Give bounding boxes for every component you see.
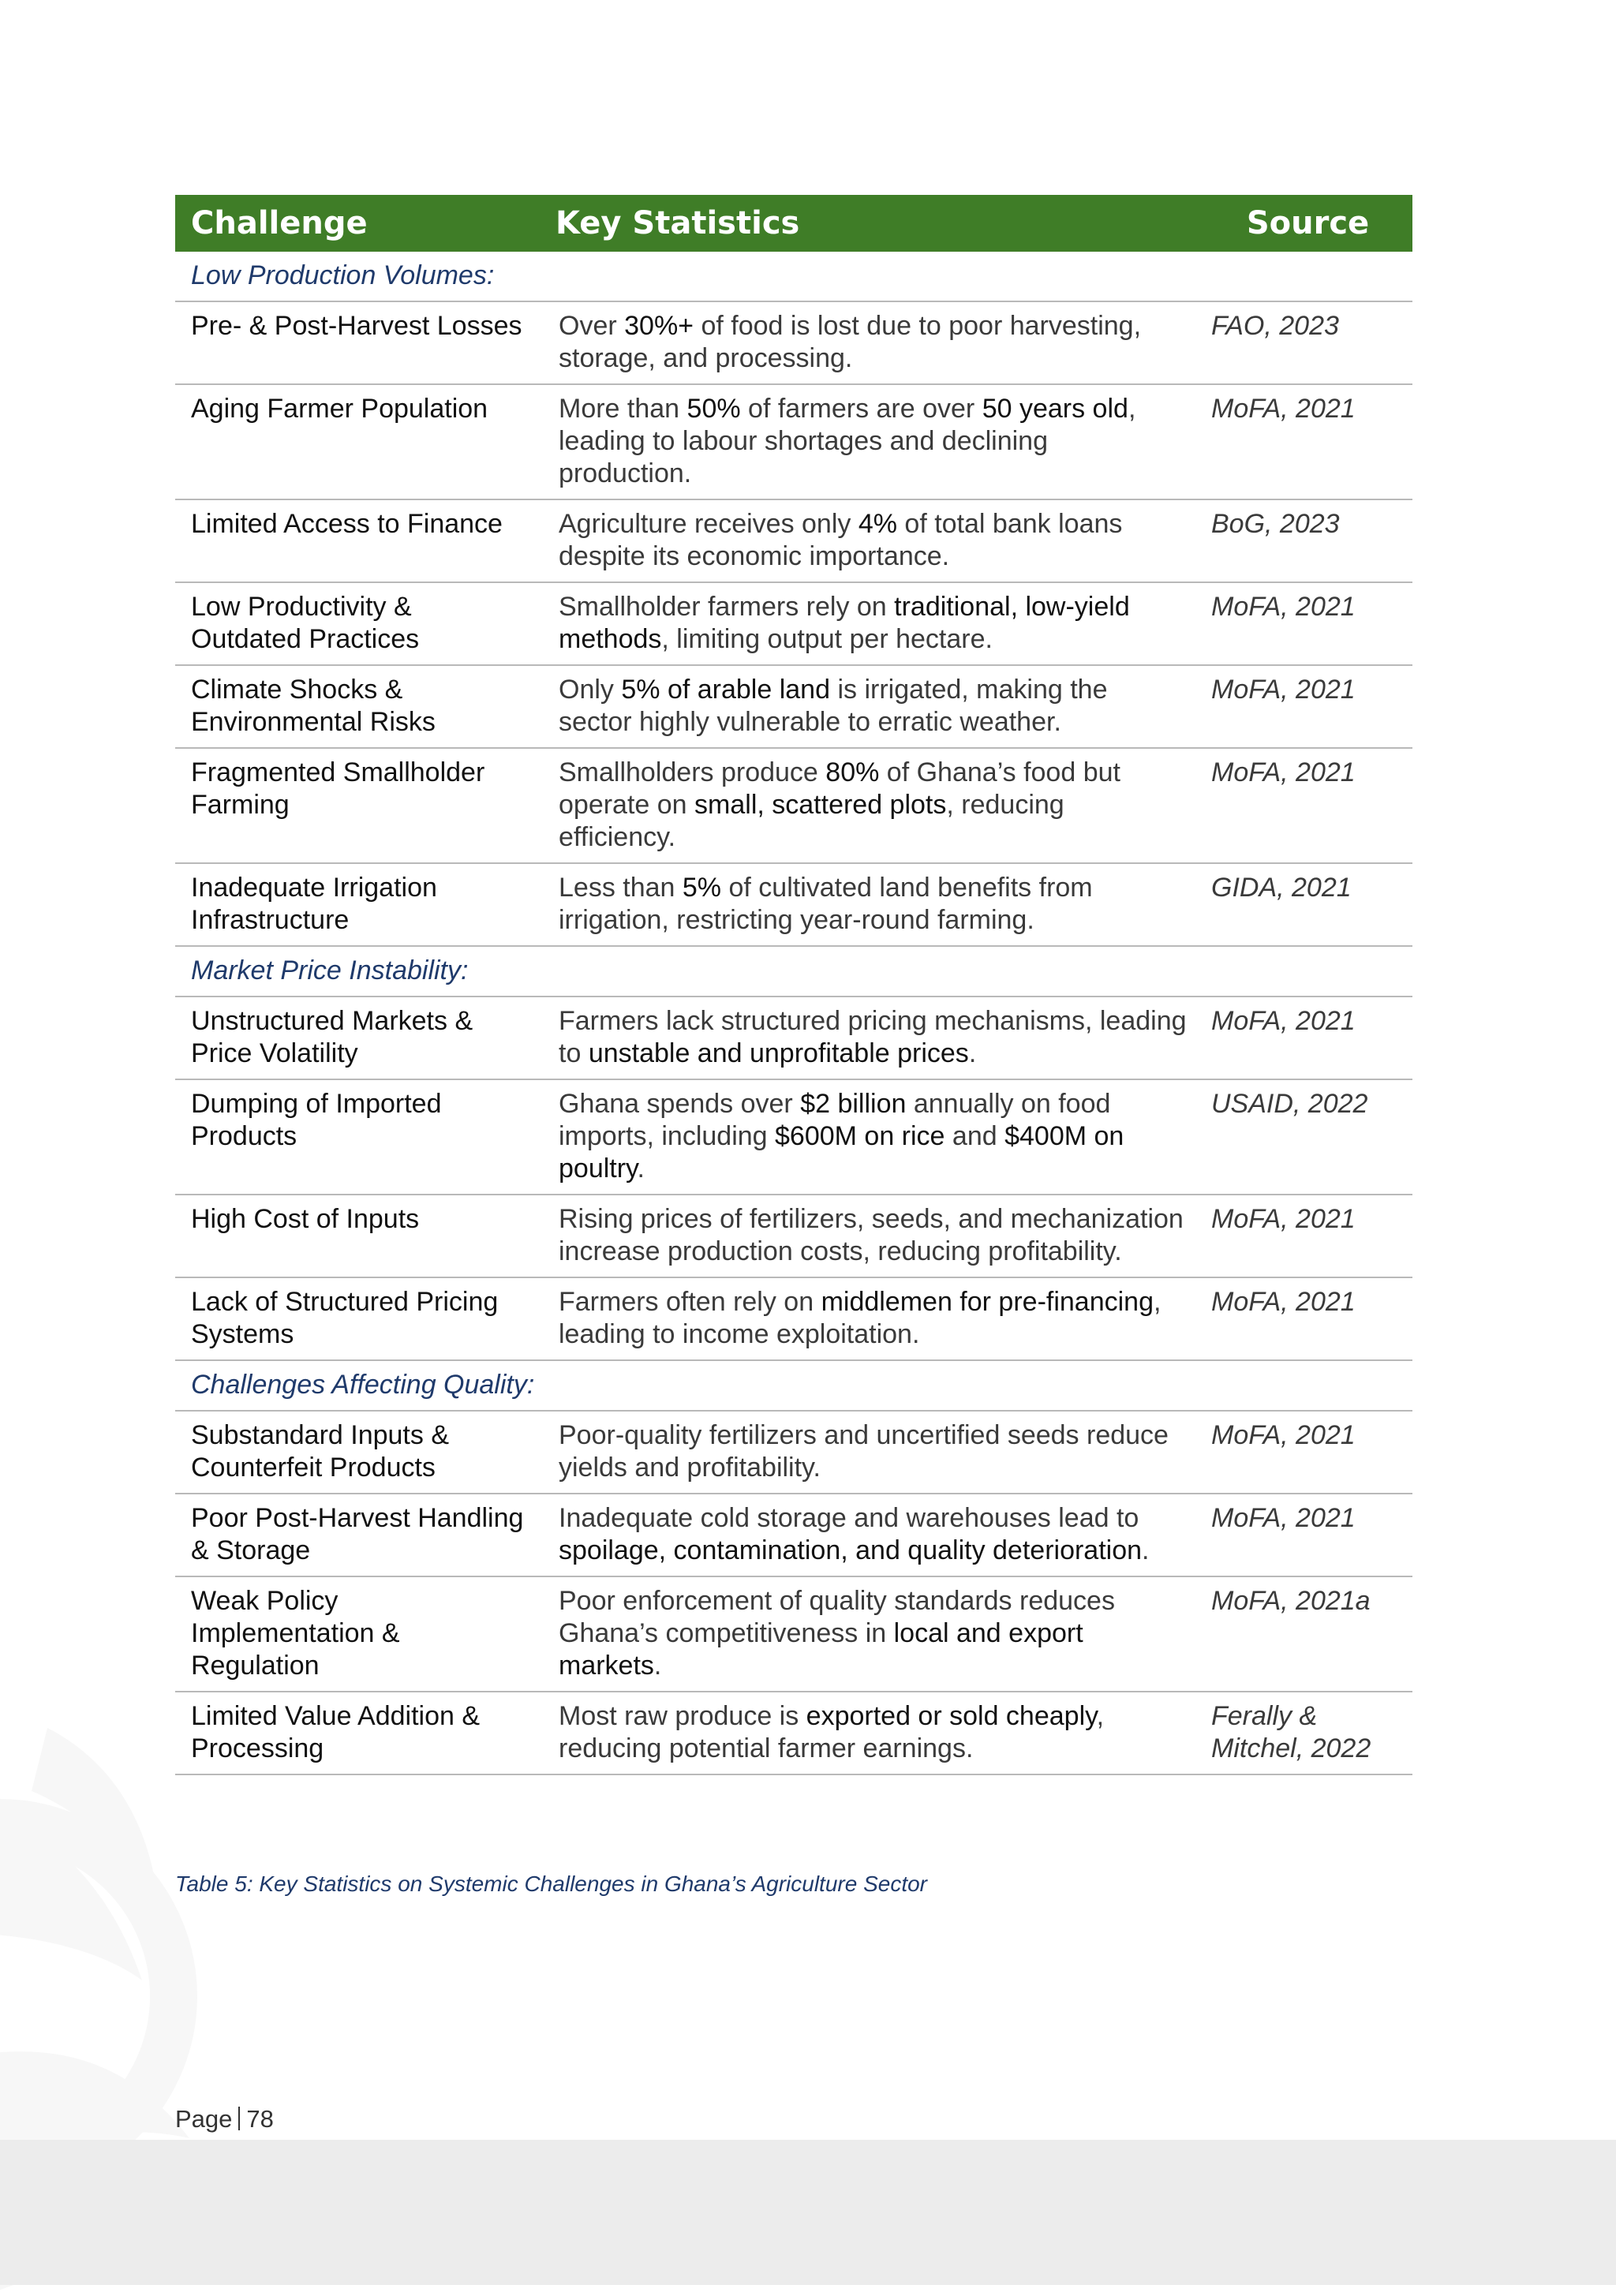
statistic-text: . xyxy=(637,1154,645,1184)
table-row xyxy=(175,582,1412,665)
statistic-highlight: 50 years old xyxy=(982,394,1128,424)
table-row xyxy=(175,384,1412,499)
section-row xyxy=(175,946,1412,997)
table-header-row xyxy=(175,195,1412,252)
source-cell: GIDA, 2021 xyxy=(1203,863,1412,946)
statistic-text: Over xyxy=(559,311,625,341)
statistic-text: Poor-quality fertilizers and uncertified seeds reduce yields and profitability. xyxy=(559,1420,1169,1483)
statistic-text: , leading to income exploitation. xyxy=(559,1287,1162,1349)
statistic-highlight: local and export markets xyxy=(559,1618,1083,1681)
statistic-cell xyxy=(540,301,1203,384)
header-key-statistics: Key Statistics xyxy=(540,195,1203,252)
challenge-cell: Aging Farmer Population xyxy=(175,384,540,499)
header-challenge: Challenge xyxy=(175,195,540,252)
source-cell: MoFA, 2021 xyxy=(1203,582,1412,665)
table-row xyxy=(175,997,1412,1079)
table-body xyxy=(175,252,1412,1774)
statistic-cell xyxy=(540,1494,1203,1576)
statistic-cell xyxy=(540,1692,1203,1774)
statistic-text: . xyxy=(968,1038,977,1068)
statistic-text: , reducing efficiency. xyxy=(559,790,1064,852)
source-cell: MoFA, 2021 xyxy=(1203,997,1412,1079)
challenge-cell: Climate Shocks & Environmental Risks xyxy=(175,665,540,748)
statistic-text: Farmers lack structured pricing mechanisms, leading to xyxy=(559,1006,1187,1068)
challenge-cell: Inadequate Irrigation Infrastructure xyxy=(175,863,540,946)
statistic-highlight: 30%+ xyxy=(624,311,694,341)
section-row xyxy=(175,1360,1412,1411)
statistic-highlight: 5% of arable land xyxy=(621,675,830,705)
statistic-text: of Ghana’s food but operate on xyxy=(559,757,1120,820)
statistic-highlight: small, scattered plots xyxy=(694,790,947,820)
section-heading: Challenges Affecting Quality: xyxy=(175,1360,1412,1411)
challenge-cell: Poor Post-Harvest Handling & Storage xyxy=(175,1494,540,1576)
statistic-highlight: middlemen for pre-financing xyxy=(821,1287,1154,1317)
statistic-text: of total bank loans despite its economic importance. xyxy=(559,509,1123,571)
source-cell: Ferally & Mitchel, 2022 xyxy=(1203,1692,1412,1774)
source-cell: MoFA, 2021 xyxy=(1203,1411,1412,1494)
table-row xyxy=(175,499,1412,582)
source-cell: MoFA, 2021 xyxy=(1203,665,1412,748)
statistic-text: Poor enforcement of quality standards reduces Ghana’s competitiveness in xyxy=(559,1586,1115,1648)
challenge-cell: Low Productivity & Outdated Practices xyxy=(175,582,540,665)
table-row xyxy=(175,1692,1412,1774)
source-cell: FAO, 2023 xyxy=(1203,301,1412,384)
table-row xyxy=(175,1494,1412,1576)
statistic-text: More than xyxy=(559,394,687,424)
table-row xyxy=(175,1079,1412,1195)
statistic-cell xyxy=(540,1079,1203,1195)
statistic-text: Smallholders produce xyxy=(559,757,826,787)
table-row xyxy=(175,1195,1412,1277)
section-row xyxy=(175,252,1412,301)
statistic-text: Rising prices of fertilizers, seeds, and mechanization increase production costs, reducing profitability. xyxy=(559,1204,1184,1266)
statistic-text: and xyxy=(945,1121,1005,1151)
challenge-cell: Limited Value Addition & Processing xyxy=(175,1692,540,1774)
statistic-highlight: traditional, low-yield methods xyxy=(559,592,1130,654)
statistic-highlight: $600M on rice xyxy=(775,1121,945,1151)
statistic-text: , limiting output per hectare. xyxy=(661,624,993,654)
table-row xyxy=(175,1576,1412,1692)
challenge-cell: High Cost of Inputs xyxy=(175,1195,540,1277)
source-cell: MoFA, 2021 xyxy=(1203,384,1412,499)
statistic-cell xyxy=(540,997,1203,1079)
challenge-cell: Pre- & Post-Harvest Losses xyxy=(175,301,540,384)
statistic-text: Only xyxy=(559,675,622,705)
challenge-cell: Substandard Inputs & Counterfeit Products xyxy=(175,1411,540,1494)
statistic-text: , reducing potential farmer earnings. xyxy=(559,1701,1105,1763)
challenge-cell: Unstructured Markets & Price Volatility xyxy=(175,997,540,1079)
table-caption: Table 5: Key Statistics on Systemic Challenges in Ghana’s Agriculture Sector xyxy=(175,1872,927,1896)
statistic-text: Inadequate cold storage and warehouses lead to xyxy=(559,1503,1139,1533)
statistic-text: . xyxy=(1142,1535,1150,1565)
statistic-highlight: 80% xyxy=(825,757,880,787)
challenge-cell: Fragmented Smallholder Farming xyxy=(175,748,540,863)
statistic-cell xyxy=(540,499,1203,582)
statistic-highlight: unstable and unprofitable prices xyxy=(588,1038,969,1068)
challenge-cell: Lack of Structured Pricing Systems xyxy=(175,1277,540,1360)
statistic-highlight: exported or sold cheaply xyxy=(806,1701,1097,1731)
table-row xyxy=(175,1277,1412,1360)
table-row xyxy=(175,748,1412,863)
statistic-highlight: 4% xyxy=(858,509,897,539)
statistic-text: Ghana spends over xyxy=(559,1089,801,1119)
statistic-text: of farmers are over xyxy=(740,394,982,424)
statistic-highlight: $400M on poultry xyxy=(559,1121,1124,1184)
section-heading: Low Production Volumes: xyxy=(175,252,1412,301)
statistic-text: is irrigated, making the sector highly vulnerable to erratic weather. xyxy=(559,675,1108,737)
source-cell: BoG, 2023 xyxy=(1203,499,1412,582)
statistic-text: annually on food imports, including xyxy=(559,1089,1111,1151)
statistic-text: of cultivated land benefits from irrigation, restricting year-round farming. xyxy=(559,873,1093,935)
statistic-cell xyxy=(540,1277,1203,1360)
statistics-table xyxy=(175,195,1412,1775)
challenge-cell: Dumping of Imported Products xyxy=(175,1079,540,1195)
statistic-text: Farmers often rely on xyxy=(559,1287,821,1317)
statistic-text: Agriculture receives only xyxy=(559,509,858,539)
statistic-cell xyxy=(540,384,1203,499)
section-heading: Market Price Instability: xyxy=(175,946,1412,997)
header-source: Source xyxy=(1203,195,1412,252)
page-number xyxy=(175,2105,274,2133)
statistic-text: of food is lost due to poor harvesting, storage, and processing. xyxy=(559,311,1142,373)
statistic-highlight: 50% xyxy=(686,394,741,424)
source-cell: MoFA, 2021 xyxy=(1203,1195,1412,1277)
statistic-cell xyxy=(540,1576,1203,1692)
statistic-cell xyxy=(540,1195,1203,1277)
table-row xyxy=(175,863,1412,946)
statistic-text: Less than xyxy=(559,873,683,903)
footer-band xyxy=(0,2140,1616,2285)
source-cell: MoFA, 2021 xyxy=(1203,1277,1412,1360)
source-cell: MoFA, 2021a xyxy=(1203,1576,1412,1692)
statistic-text: . xyxy=(653,1651,662,1681)
statistic-cell xyxy=(540,665,1203,748)
statistic-highlight: spoilage, contamination, and quality deterioration xyxy=(559,1535,1143,1565)
table-row xyxy=(175,665,1412,748)
statistic-text: Most raw produce is xyxy=(559,1701,806,1731)
statistic-text: , leading to labour shortages and declining production. xyxy=(559,394,1136,488)
source-cell: MoFA, 2021 xyxy=(1203,748,1412,863)
page-number-value: 78 xyxy=(246,2105,274,2133)
page-label: Page xyxy=(175,2105,233,2133)
table-row xyxy=(175,301,1412,384)
statistic-cell xyxy=(540,1411,1203,1494)
statistic-text: Smallholder farmers rely on xyxy=(559,592,895,622)
source-cell: USAID, 2022 xyxy=(1203,1079,1412,1195)
statistic-highlight: $2 billion xyxy=(800,1089,907,1119)
page-divider xyxy=(238,2107,240,2130)
table-row xyxy=(175,1411,1412,1494)
statistic-cell xyxy=(540,863,1203,946)
challenge-cell: Limited Access to Finance xyxy=(175,499,540,582)
statistic-cell xyxy=(540,748,1203,863)
source-cell: MoFA, 2021 xyxy=(1203,1494,1412,1576)
statistic-cell xyxy=(540,582,1203,665)
statistic-highlight: 5% xyxy=(682,873,722,903)
challenge-cell: Weak Policy Implementation & Regulation xyxy=(175,1576,540,1692)
statistics-table-container xyxy=(175,195,1412,1775)
